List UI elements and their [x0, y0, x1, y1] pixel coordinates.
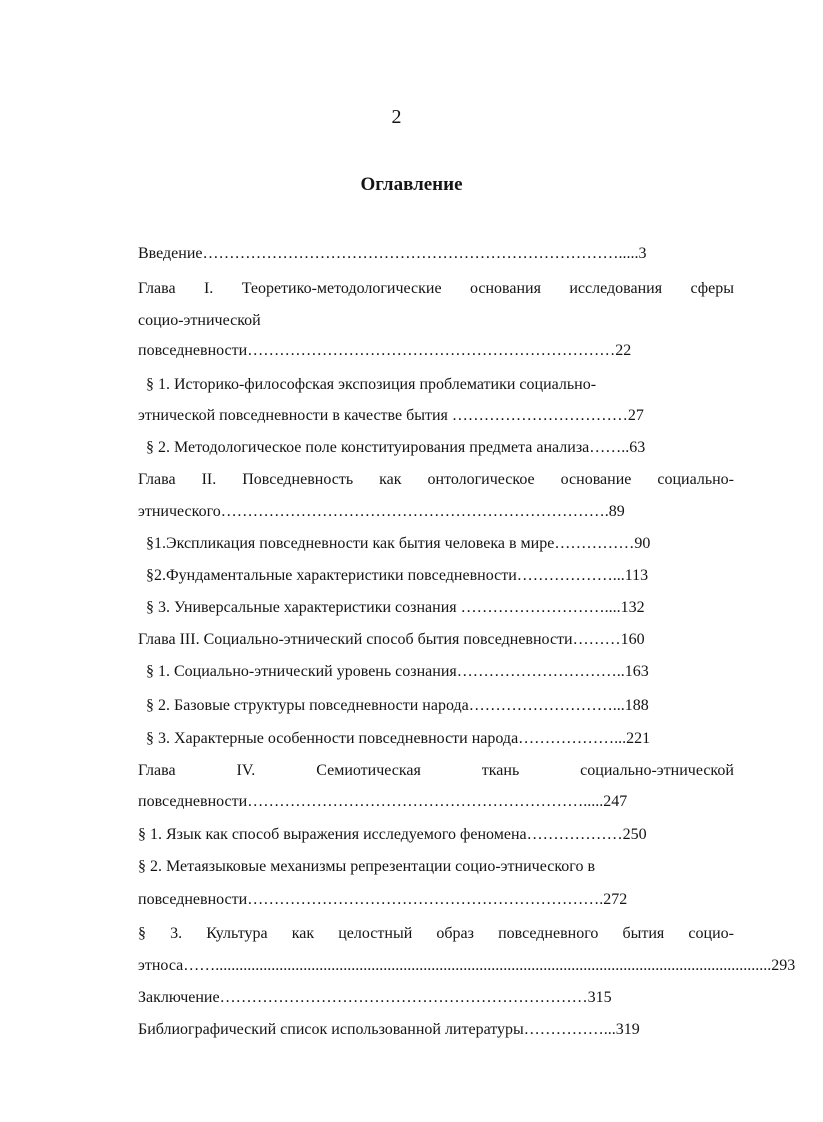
toc-entry-section-4-3-line-2	[138, 956, 796, 976]
toc-word: Глава	[138, 280, 176, 297]
toc-word: основание	[560, 471, 632, 488]
toc-word: исследования	[569, 280, 663, 297]
toc-entry-chapter-4-line-2: повседневности……………………………………………………….....247	[138, 793, 628, 810]
toc-entry-chapter-1-line-1	[138, 279, 734, 299]
toc-entry-section-2-2: §2.Фундаментальные характеристики повседневности………………...113	[146, 567, 649, 584]
toc-entry-chapter-2-line-1	[138, 470, 734, 490]
toc-word: социально-	[657, 471, 734, 488]
toc-word: Глава	[138, 471, 176, 488]
toc-word: Повседневность	[242, 471, 354, 488]
toc-entry-chapter-3: Глава III. Социально-этнический способ бытия повседневности………160	[138, 631, 645, 648]
toc-entry-section-1-2: § 2. Методологическое поле конституирования предмета анализа……..63	[146, 439, 646, 456]
toc-word: II.	[201, 471, 217, 488]
toc-entry-section-3-3: § 3. Характерные особенности повседневности народа………………...221	[146, 730, 651, 747]
toc-entry-section-3-2: § 2. Базовые структуры повседневности народа………………………...188	[146, 697, 649, 714]
toc-entry-section-1-1-line-2: этнической повседневности в качестве бытия ……………………………27	[138, 407, 644, 424]
toc-page-number: 293	[771, 957, 796, 974]
toc-word: Семиотическая	[316, 762, 421, 779]
toc-word: §	[138, 925, 146, 942]
toc-word: социально-этнической	[580, 762, 734, 779]
toc-word: Глава	[138, 762, 176, 779]
toc-word: I.	[203, 280, 214, 297]
toc-word: повседневного	[498, 925, 599, 942]
toc-entry-chapter-4-line-1	[138, 761, 734, 781]
toc-word: основания	[469, 280, 541, 297]
toc-entry-conclusion: Заключение……………………………………………………………315	[138, 989, 612, 1006]
dot-leader: ...........................................................................................................................................	[215, 957, 772, 974]
toc-entry-text: этноса……	[138, 957, 216, 974]
toc-entry-chapter-2-line-2: этнического……………………………………………………………….89	[138, 503, 625, 520]
toc-word: бытия	[622, 925, 665, 942]
toc-entry-chapter-1-line-2: социо-этнической	[138, 312, 261, 329]
toc-entry-section-4-3-line-1	[138, 924, 734, 944]
toc-word: образ	[436, 925, 474, 942]
toc-entry-section-1-1-line-1: § 1. Историко-философская экспозиция проблематики социально-	[146, 376, 597, 393]
toc-entry-chapter-1-line-3: повседневности……………………………………………………………22	[138, 342, 632, 359]
toc-title: Оглавление	[360, 174, 463, 195]
toc-word: целостный	[338, 925, 413, 942]
toc-word: 3.	[170, 925, 183, 942]
toc-entry-intro: Введение…………………………………………………………………….....3	[138, 245, 647, 262]
toc-entry-section-2-3: § 3. Универсальные характеристики сознания ………………………....132	[146, 599, 645, 616]
toc-entry-bibliography: Библиографический список использованной литературы……………...319	[138, 1021, 640, 1038]
toc-entry-section-3-1: § 1. Социально-этнический уровень сознания…………………………..163	[146, 663, 649, 680]
toc-word: сферы	[690, 280, 734, 297]
toc-word: социо-	[688, 925, 734, 942]
toc-word: IV.	[236, 762, 256, 779]
toc-word: онтологическое	[427, 471, 535, 488]
toc-word: ткань	[481, 762, 520, 779]
toc-entry-section-2-1: §1.Экспликация повседневности как бытия человека в мире……………90	[146, 535, 651, 552]
toc-entry-section-4-1: § 1. Язык как способ выражения исследуемого феномена………………250	[138, 826, 647, 843]
toc-entry-section-4-2-line-2: повседневности………………………………………………………….272	[138, 891, 628, 908]
toc-word: как	[291, 925, 315, 942]
toc-word: Теоретико-методологические	[241, 280, 442, 297]
toc-word: Культура	[206, 925, 268, 942]
page-number: 2	[391, 106, 402, 128]
toc-entry-section-4-2-line-1: § 2. Метаязыковые механизмы репрезентации социо-этнического в	[138, 858, 595, 875]
toc-word: как	[379, 471, 402, 488]
